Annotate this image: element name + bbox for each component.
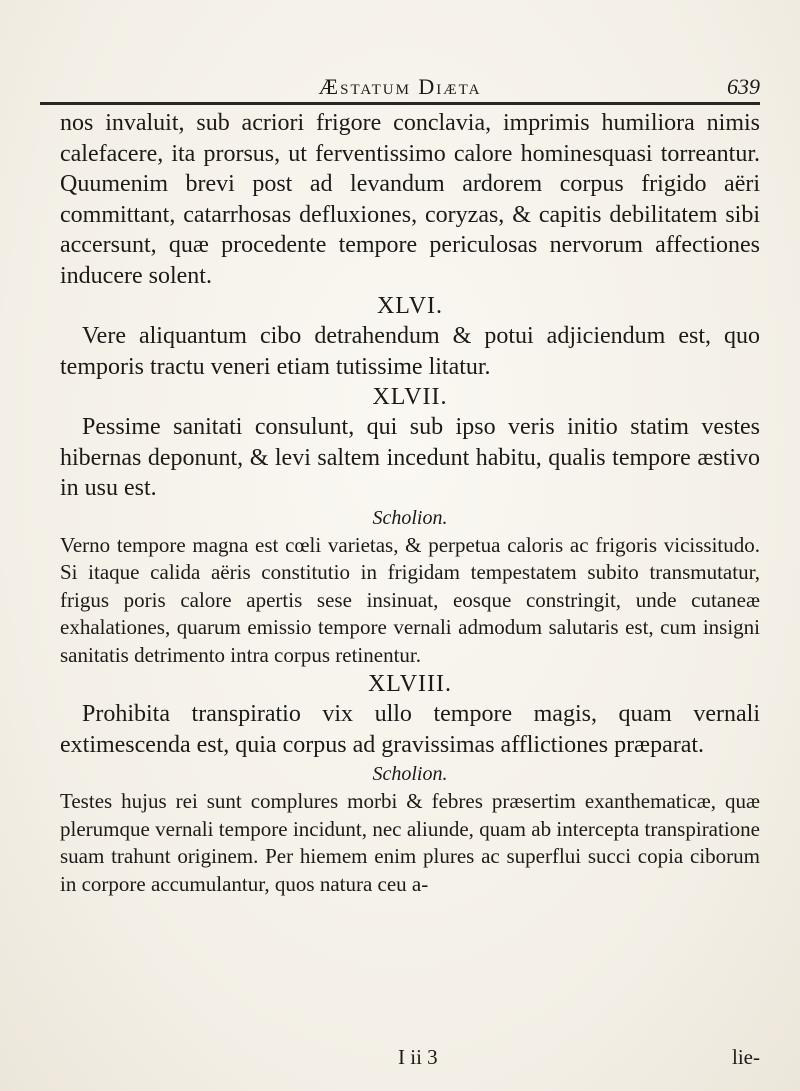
section-number-48: XLVIII. [367,671,453,697]
page-number: 639 [727,74,760,99]
scholion-text: Testes hujus rei sunt complures morbi & febres præsertim exanthematicæ, quæ plerumque vernali tempore incidunt, nec aliunde, quam ab intercepta transpiratione suam trahunt originem. Per hiemem enim plures ac superflui succi copia ciborum in corpore accumulantur, quos natura ceu a- [60,789,760,896]
scholion-heading: Scholion. [372,506,448,529]
paragraph-48: Prohibita transpiratio vix ullo tempore magis, quam vernali extimescenda est, quia corpus ad gravissimas afflictiones præparat. [60,701,760,758]
paragraph-46: Vere aliquantum cibo detrahendum & potui adjiciendum est, quo temporis tractu veneri etiam tutissime litatur. [60,323,760,380]
running-title: Æstatum Diæta [318,74,482,99]
header-rule [40,102,760,105]
section-number-46: XLVI. [376,293,444,319]
scholion-text: Verno tempore magna est cœli varietas, & perpetua caloris ac frigoris vicissitudo. Si itaque calida aëris constitutio in frigidam tempestatem subito transmutatur, frigus poris calore apertis sese insinuat, eosque constringit, unde cutaneæ exhalationes, quarum emissio tempore vernali admodum salutaris est, cum insigni sanitatis detrimento intra corpus retinentur. [60,532,760,667]
catchword: lie- [732,1045,760,1069]
scholion-heading: Scholion. [372,763,448,785]
signature-mark: I ii 3 [398,1045,438,1069]
body-text [60,108,760,898]
section-number-47: XLVII. [372,384,448,410]
paragraph-continued: nos invaluit, sub acriori frigore conclavia, imprimis humiliora nimis calefacere, ita prorsus, ut ferventissimo calore hominesquasi torreantur. Quumenim brevi post ad levandum ardorem corpus frigido aëri committant, catarrhosas defluxiones, coryzas, & capitis debilitatem sibi accersunt, quæ procedente tempore periculosas nervorum affectiones inducere solent. [60,110,760,289]
paragraph-47: Pessime sanitati consulunt, qui sub ipso veris initio statim vestes hibernas deponunt, & levi saltem incedunt habitu, qualis tempore æstivo in usu est. [60,414,760,501]
page-header [40,74,760,102]
page-footer [0,1045,800,1075]
